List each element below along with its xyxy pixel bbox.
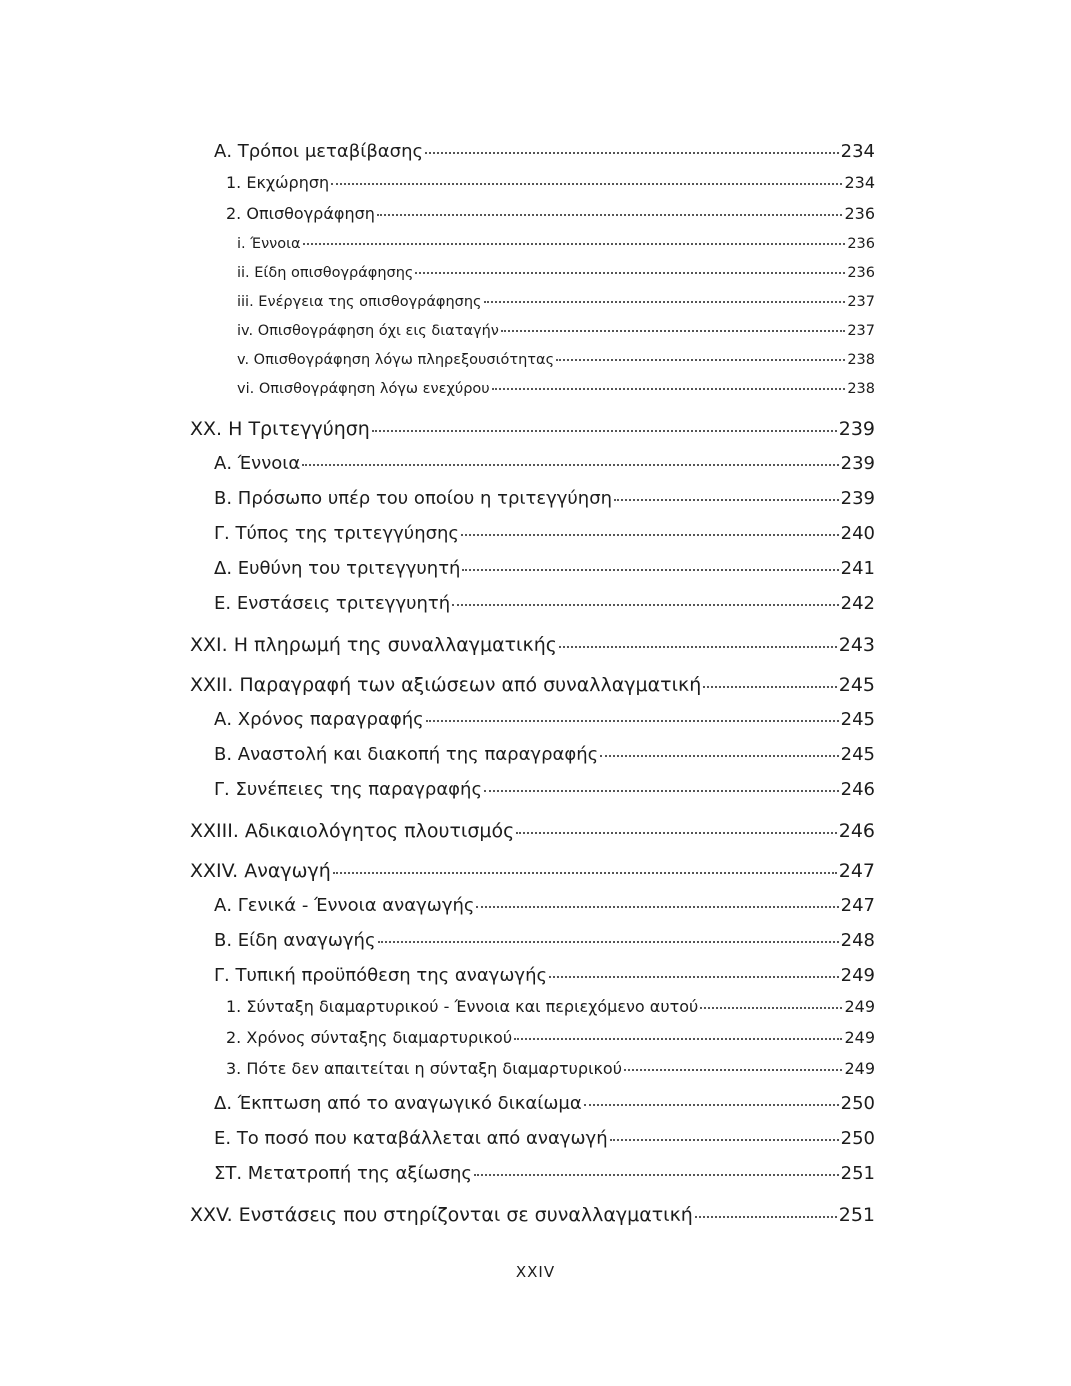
toc-entry-page: 241 [840,558,875,579]
toc-entry [190,674,875,696]
toc-entry [214,488,875,509]
toc-entry-page: 234 [840,141,875,162]
toc-entry [237,294,875,310]
toc-entry [190,860,875,882]
dot-leader [484,300,846,303]
dot-leader [484,789,839,792]
toc-entry-page: 249 [844,1028,875,1047]
dot-leader [600,754,838,757]
toc-entry-page: 239 [840,453,875,474]
toc-entry-page: 238 [847,352,875,368]
toc-entry-title: Β. Είδη αναγωγής [214,930,376,951]
dot-leader [372,429,837,432]
toc-entry-page: 234 [844,173,875,192]
toc-entry-page: 250 [840,1128,875,1149]
toc-entry-title: XXI. Η πληρωμή της συναλλαγματικής [190,634,557,656]
toc-entry-title: Α. Χρόνος παραγραφής [214,709,424,730]
dot-leader [415,271,845,274]
toc-entry-title: vi. Οπισθογράφηση λόγω ενεχύρου [237,381,490,397]
dot-leader [614,498,839,501]
toc-entry-title: 1. Εκχώρηση [226,173,330,192]
dot-leader [452,603,838,606]
toc-entry-title: 3. Πότε δεν απαιτείται η σύνταξη διαμαρτυρικού [226,1059,622,1078]
dot-leader [610,1138,839,1141]
dot-leader [695,1215,837,1218]
toc-entry [214,744,875,765]
toc-entry-page: 250 [840,1093,875,1114]
toc-entry-page: 247 [838,860,875,882]
toc-entry [214,779,875,800]
toc-entry-page: 249 [844,997,875,1016]
toc-entry-title: Γ. Συνέπειες της παραγραφής [214,779,483,800]
toc-entry-title: ii. Είδη οπισθογράφησης [237,265,414,281]
toc-entry-page: 245 [838,674,875,696]
page-number-footer: XXIV [515,1263,556,1281]
toc-entry-title: Β. Αναστολή και διακοπή της παραγραφής [214,744,599,765]
toc-entry [214,1128,875,1149]
toc-entry-page: 237 [847,294,875,310]
toc-entry-title: 2. Χρόνος σύνταξης διαμαρτυρικού [226,1028,513,1047]
toc-entry-title: XX. Η Τριτεγγύηση [190,418,370,440]
toc-entry-title: Ε. Ενστάσεις τριτεγγυητή [214,593,451,614]
toc-entry [190,1204,875,1226]
dot-leader [461,533,839,536]
toc-entry [237,265,875,281]
toc-entry [237,236,875,252]
toc-entry [190,820,875,842]
toc-entry [226,997,875,1016]
dot-leader [377,213,843,216]
dot-leader [624,1068,842,1071]
toc-entry-page: 251 [838,1204,875,1226]
toc-entry-title: Δ. Ευθύνη του τριτεγγυητή [214,558,461,579]
toc-entry [226,173,875,192]
toc-entry [214,593,875,614]
toc-entry-title: v. Οπισθογράφηση λόγω πληρεξουσιότητας [237,352,555,368]
toc-entry [214,965,875,986]
toc-entry-title: XXV. Ενστάσεις που στηρίζονται σε συναλλαγματική [190,1204,693,1226]
toc-entry-page: 236 [847,236,875,252]
toc-entry [214,558,875,579]
toc-entry-title: Α. Έννοια [214,453,301,474]
toc-entry-title: Α. Γενικά - Έννοια αναγωγής [214,895,475,916]
toc-entry [214,709,875,730]
toc-entry-page: 247 [840,895,875,916]
toc-entry-page: 245 [840,709,875,730]
toc-entry-page: 242 [840,593,875,614]
dot-leader [476,905,838,908]
toc-entry-title: i. Έννοια [237,236,301,252]
toc-entry-title: XXII. Παραγραφή των αξιώσεων από συναλλαγματική [190,674,702,696]
toc-entry-page: 249 [840,965,875,986]
toc-entry-title: Ε. Το ποσό που καταβάλλεται από αναγωγή [214,1128,608,1149]
toc-entry-title: XXIII. Αδικαιολόγητος πλουτισμός [190,820,515,842]
toc-entry-page: 236 [847,265,875,281]
toc-entry-page: 246 [840,779,875,800]
toc-entry-title: Γ. Τυπική προϋπόθεση της αναγωγής [214,965,548,986]
toc-entry-title: 1. Σύνταξη διαμαρτυρικού - Έννοια και περιεχόμενο αυτού [226,997,699,1016]
toc-entry [190,418,875,440]
dot-leader [474,1173,839,1176]
toc-entry [237,323,875,339]
toc-entry-title: iii. Ενέργεια της οπισθογράφησης [237,294,482,310]
toc-entry [190,634,875,656]
toc-entry [214,895,875,916]
toc-entry-title: Γ. Τύπος της τριτεγγύησης [214,523,459,544]
toc-entry-page: 246 [838,820,875,842]
dot-leader [501,329,845,332]
dot-leader [303,242,846,245]
toc-entry [237,381,875,397]
dot-leader [556,358,845,361]
toc-entry-page: 239 [840,488,875,509]
toc-entry-page: 238 [847,381,875,397]
toc-entry [226,204,875,223]
toc-entry-page: 245 [840,744,875,765]
toc-entry-title: 2. Οπισθογράφηση [226,204,375,223]
dot-leader [425,151,839,154]
dot-leader [492,387,846,390]
toc-entry-page: 236 [844,204,875,223]
toc-entry [214,141,875,162]
toc-entry-page: 240 [840,523,875,544]
toc-entry-page: 249 [844,1059,875,1078]
dot-leader [462,568,838,571]
toc-entry-title: Δ. Έκπτωση από το αναγωγικό δικαίωμα [214,1093,582,1114]
dot-leader [514,1037,842,1040]
toc-entry [214,1163,875,1184]
dot-leader [516,831,837,834]
toc-entry-title: Β. Πρόσωπο υπέρ του οποίου η τριτεγγύηση [214,488,613,509]
dot-leader [331,182,842,185]
toc-entry [214,930,875,951]
toc-entry [237,352,875,368]
toc-entry-page: 243 [838,634,875,656]
toc-entry-page: 237 [847,323,875,339]
dot-leader [559,645,837,648]
dot-leader [302,463,838,466]
dot-leader [549,975,839,978]
dot-leader [700,1006,842,1009]
dot-leader [426,719,839,722]
toc-entry-title: Α. Τρόποι μεταβίβασης [214,141,424,162]
toc-entry-title: iv. Οπισθογράφηση όχι εις διαταγήν [237,323,499,339]
dot-leader [333,871,837,874]
toc-entry [226,1059,875,1078]
toc-entry-page: 239 [838,418,875,440]
toc-entry-title: XXIV. Αναγωγή [190,860,331,882]
toc-entry-page: 251 [840,1163,875,1184]
dot-leader [584,1103,839,1106]
toc-entry-title: ΣΤ. Μετατροπή της αξίωσης [214,1163,472,1184]
toc-entry [214,453,875,474]
toc-entry [214,1093,875,1114]
toc-entry [214,523,875,544]
dot-leader [378,940,839,943]
dot-leader [703,685,836,688]
toc-entry [226,1028,875,1047]
toc-entry-page: 248 [840,930,875,951]
